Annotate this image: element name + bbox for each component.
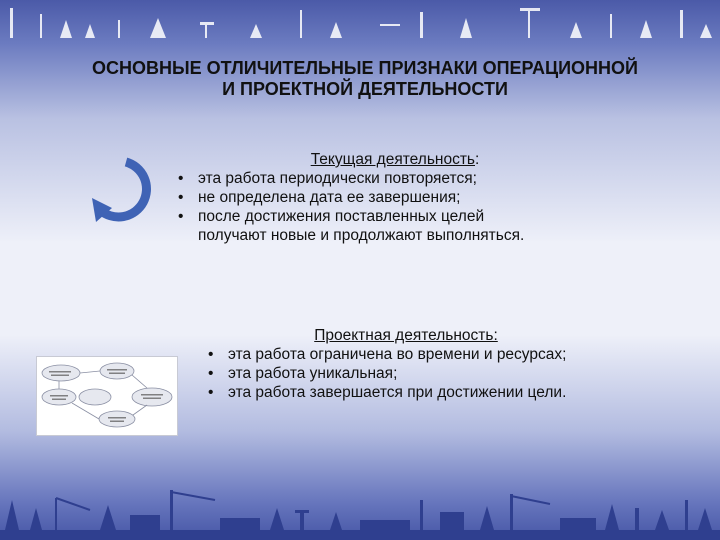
project-activity-list [205,345,587,402]
list-item: • эта работа завершается при достижении цели. [205,383,587,402]
list-item: • эта работа ограничена во времени и ресурсах; [205,345,587,364]
circular-arrow-icon [78,150,158,230]
slide-title [20,58,710,100]
project-activity-heading: Проектная деятельность: [314,327,498,344]
slide-title-line2: И ПРОЕКТНОЙ ДЕЯТЕЛЬНОСТИ [222,79,508,99]
bottom-skyline-decoration [0,470,720,540]
list-item: • не определена дата ее завершения; [175,188,555,207]
current-activity-heading-colon: : [475,151,480,168]
current-activity-heading [175,150,555,169]
list-item: • после достижения поставленных целей получают новые и продолжают выполняться. [175,207,555,245]
list-item: • эта работа периодически повторяется; [175,169,555,188]
slide-title-line1: ОСНОВНЫЕ ОТЛИЧИТЕЛЬНЫЕ ПРИЗНАКИ ОПЕРАЦИОННОЙ [92,58,638,78]
project-activity-section [205,326,587,402]
current-activity-section [175,150,555,245]
list-item: • эта работа уникальная; [205,364,587,383]
current-activity-list [175,169,555,245]
current-activity-heading-text: Текущая деятельность [310,151,475,168]
top-skyline-decoration [0,0,720,40]
process-diagram-thumbnail [36,356,178,436]
